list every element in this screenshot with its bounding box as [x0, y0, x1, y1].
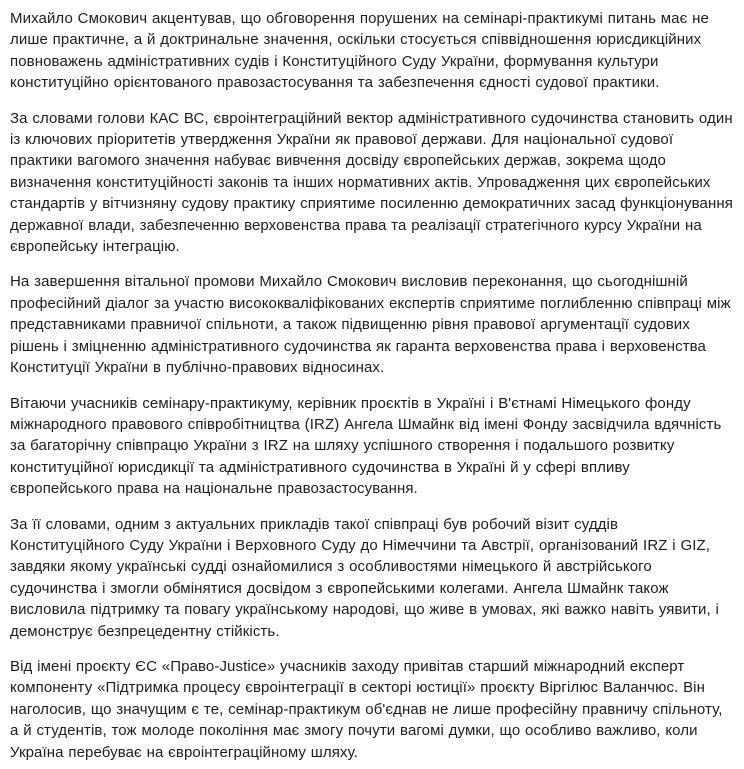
paragraph-5: За її словами, одним з актуальних прикладів такої співпраці був робочий візит суддів Конституційного Суду України і Верховного Суду до Німеччини та Австрії, організований IRZ і GIZ, завдяки якому українські судді ознайомилися з особливостями німецького й австрійського судочинства і змогли обмінятися досвідом з європейськими колегами. Ангела Шмайнк також висловила підтримку та повагу українському народові, що живе в умовах, які важко навіть уявити, і демонструє безпрецедентну стійкість.	[10, 515, 719, 640]
paragraph-2: За словами голови КАС ВС, євроінтеграційний вектор адміністративного судочинства становить один із ключових пріоритетів утвердження України як правової держави. Для національної судової практики вагомого значення набуває вивчення досвіду європейських держав, зокрема щодо визначення конституційності законів та інших нормативних актів. Упровадження цих європейських стандартів у вітчизняну судову практику сприятиме посиленню демократичних засад функціонування державної влади, забезпеченню верховенства права та реалізації стратегічного курсу України на європейську інтеграцію.	[10, 109, 733, 256]
paragraph-1: Михайло Смокович акцентував, що обговорення порушених на семінарі-практикумі питань має не лише практичне, а й доктринальне значення, оскільки стосується співвідношення юрисдикційних повноважень адміністративних судів і Конституційного Суду України, формування культури конституційно орієнтованого правозастосування та забезпечення єдності судової практики.	[10, 10, 709, 92]
paragraph-3: На завершення вітальної промови Михайло Смокович висловив переконання, що сьогоднішній професійний діалог за участю висококваліфікованих експертів сприятиме поглибленню співпраці між представниками правничої спільноти, а також підвищенню рівня правової аргументації судових рішень і зміцненню адміністративного судочинства як гаранта верховенства права і верховенства Конституції України в публічно-правових відносинах.	[10, 273, 731, 377]
paragraph-6: Від імені проєкту ЄС «Право-Justice» учасників заходу привітав старший міжнародний експерт компоненту «Підтримка процесу євроінтеграції в секторі юстиції» проєкту Віргілюс Валанчюс. Він наголосив, що значущим є те, семінар-практикум об'єднав не лише професійну правничу спільноту, а й студентів, тож молоде покоління має змогу почути вагомі думки, що особливо важливо, коли Україна перебуває на євроінтеграційному шляху.	[10, 657, 723, 761]
paragraph-4: Вітаючи учасників семінару-практикуму, керівник проєктів в Україні і В'єтнамі Німецького фонду міжнародного правового співробітництва (IRZ) Ангела Шмайнк від імені Фонду засвідчила вдячність за багаторічну співпрацю України з IRZ на шляху успішного створення і подальшого розвитку конституційної юрисдикції та адміністративного судочинства в Україні й у сфері впливу європейського права на національне правозастосування.	[10, 394, 722, 498]
